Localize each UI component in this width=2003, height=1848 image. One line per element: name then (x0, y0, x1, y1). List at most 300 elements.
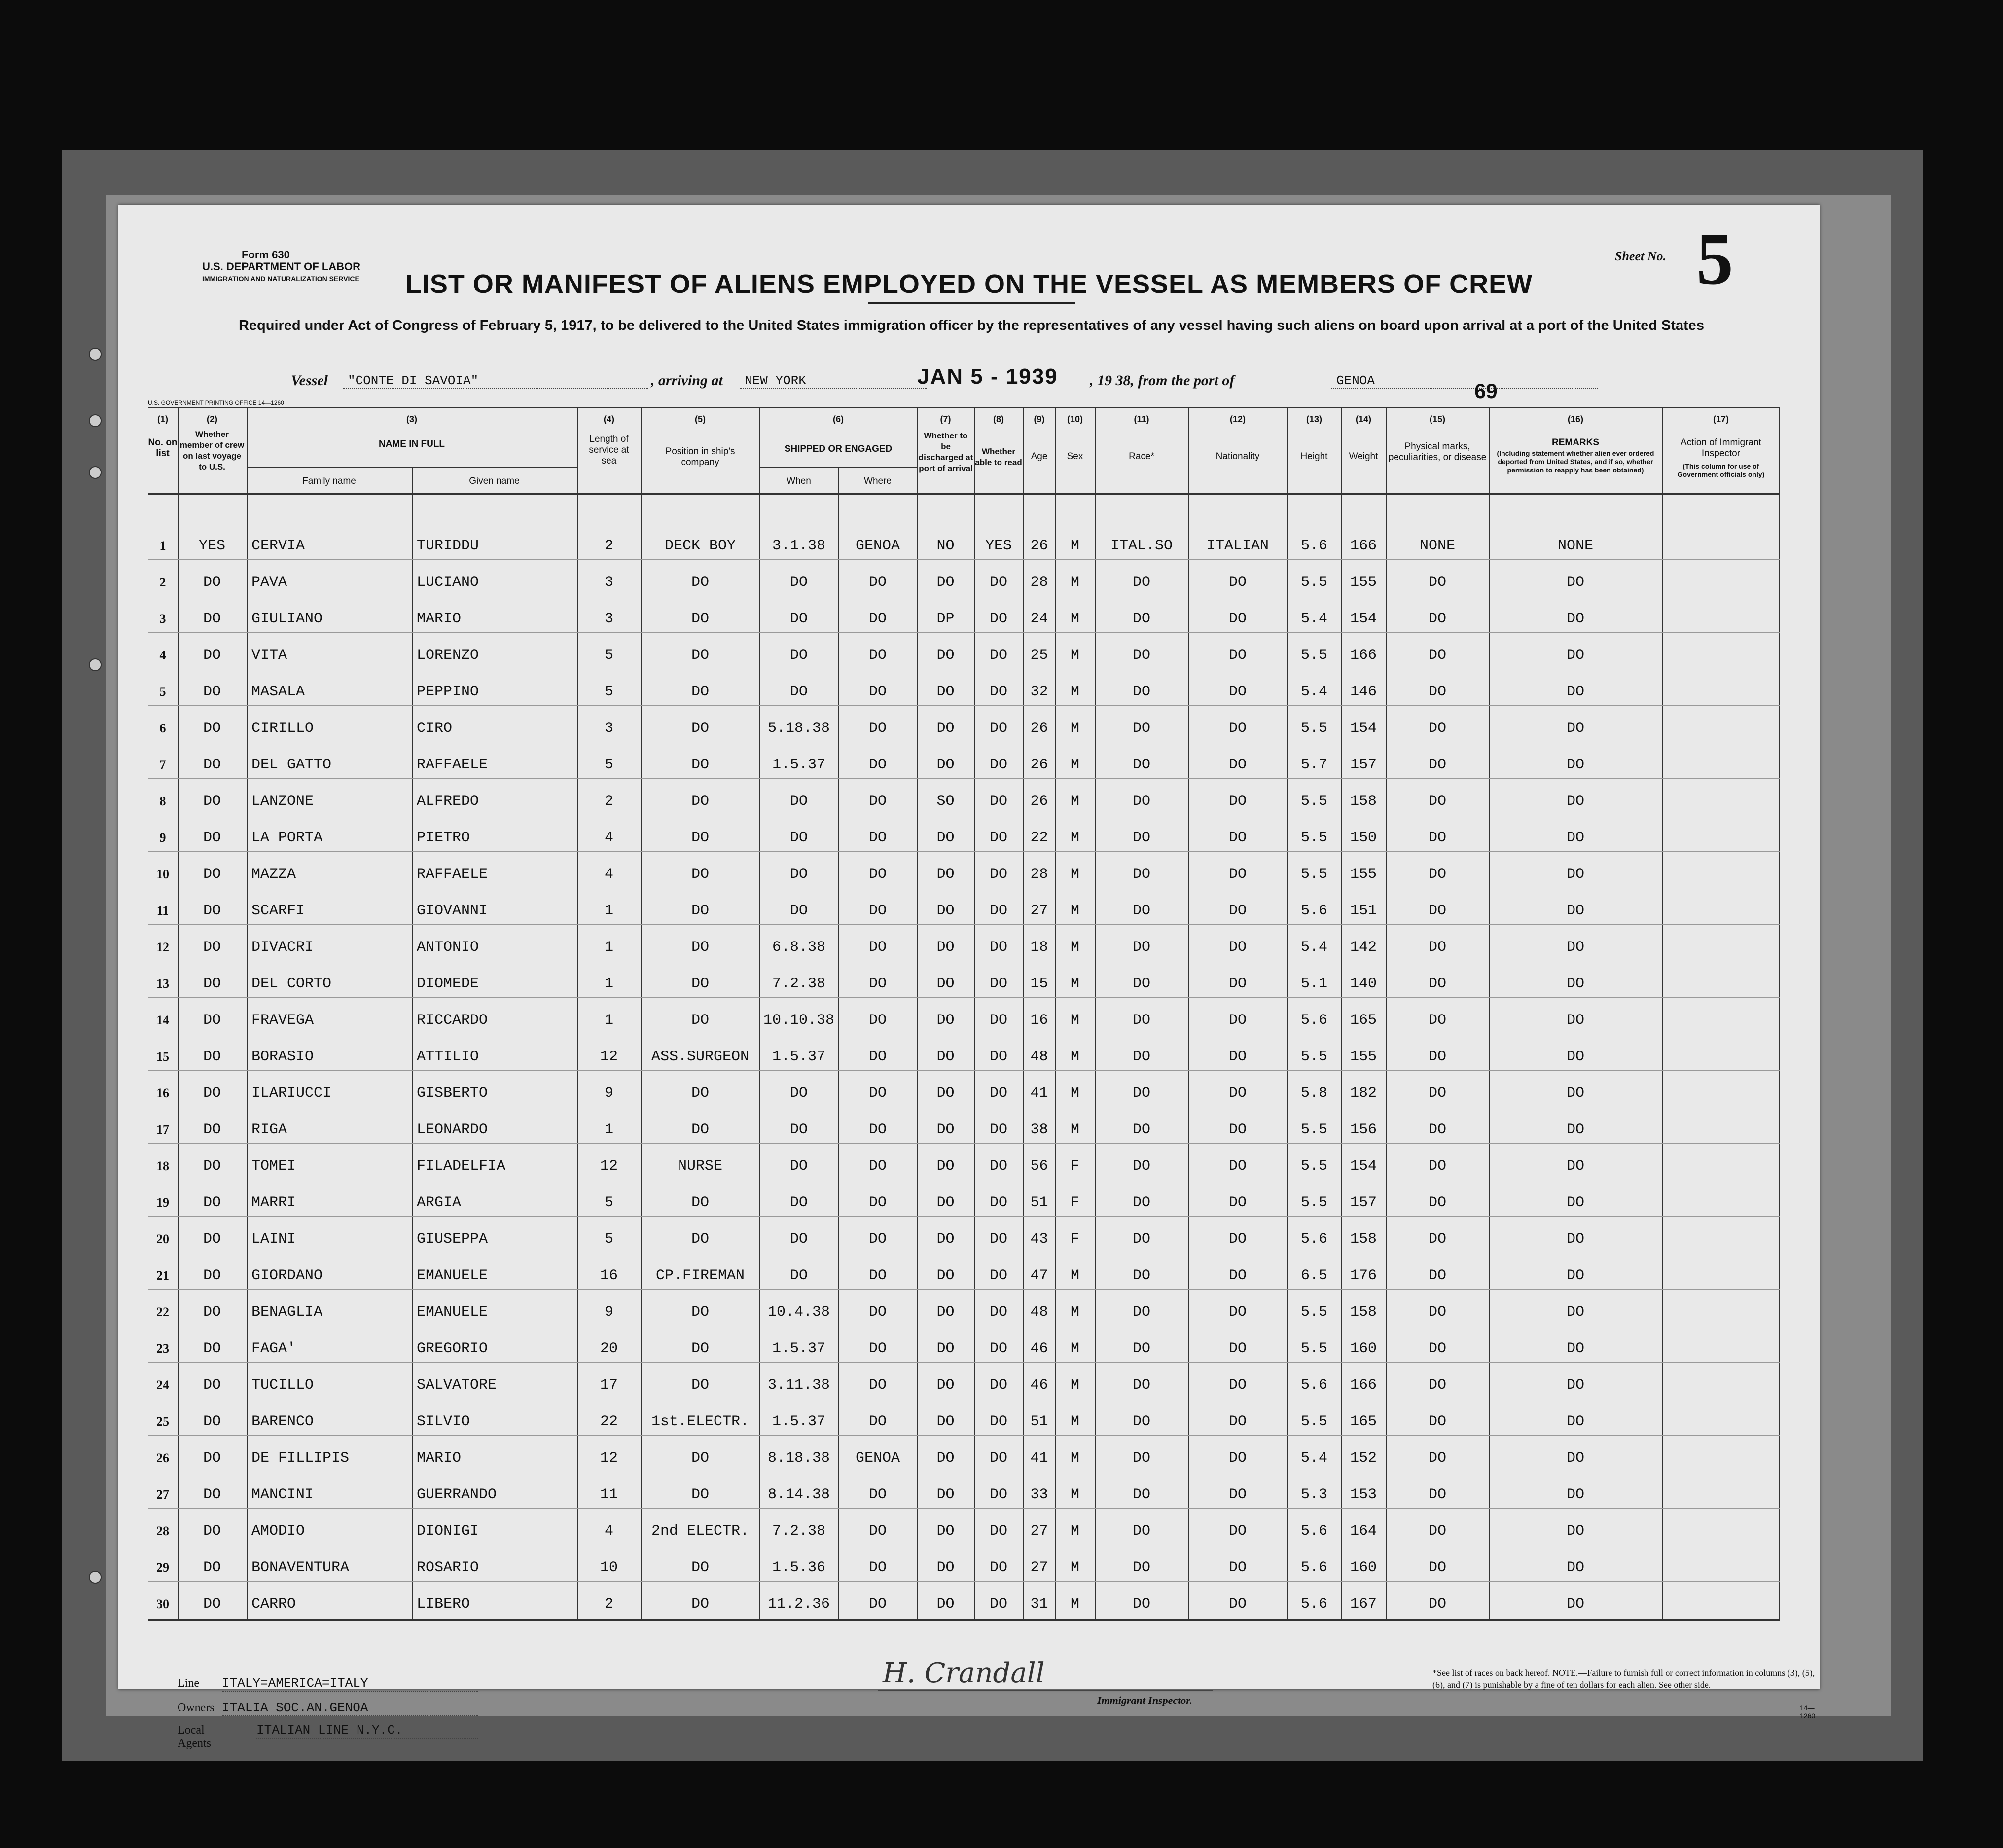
cell-service: 22 (600, 1413, 618, 1430)
row-rule (148, 632, 1780, 633)
header-given-name: Given name (469, 476, 520, 486)
cell-read: DO (989, 976, 1007, 992)
cell-remarks: DO (1566, 1122, 1584, 1138)
cell-when: DO (789, 684, 808, 700)
cell-when: DO (789, 647, 808, 664)
cell-no: 23 (156, 1341, 169, 1356)
cell-weight: 158 (1350, 1231, 1377, 1248)
cell-race: DO (1132, 1231, 1150, 1248)
cell-discharge: DO (936, 1122, 955, 1138)
cell-last: DO (203, 903, 221, 919)
cell-position: DO (691, 1122, 709, 1138)
cell-discharge: DO (936, 1231, 955, 1248)
cell-family: ILARIUCCI (251, 1085, 332, 1102)
cell-sex: M (1070, 647, 1079, 664)
cell-last: DO (203, 1085, 221, 1102)
header-height: Height (1300, 451, 1328, 462)
cell-race: DO (1132, 647, 1150, 664)
cell-nationality: DO (1228, 1486, 1247, 1503)
row-rule (148, 559, 1780, 560)
cell-family: CARRO (251, 1596, 296, 1613)
owners-value: ITALIA SOC.AN.GENOA (222, 1701, 478, 1716)
cell-sex: M (1070, 1413, 1079, 1430)
cell-family: BENAGLIA (251, 1304, 323, 1321)
cell-sex: M (1070, 1486, 1079, 1503)
colnum-14: (14) (1355, 414, 1371, 424)
cell-family: LAINI (251, 1231, 296, 1248)
cell-race: DO (1132, 1049, 1150, 1065)
cell-family: DEL GATTO (251, 757, 332, 773)
cell-remarks: DO (1566, 793, 1584, 810)
cell-height: 5.6 (1300, 538, 1327, 554)
cell-last: DO (203, 1377, 221, 1394)
cell-marks: DO (1428, 684, 1446, 700)
cell-service: 5 (604, 647, 613, 664)
header-inspector-action: Action of Immigrant Inspector (1681, 437, 1761, 459)
cell-weight: 146 (1350, 684, 1377, 700)
cell-no: 20 (156, 1232, 169, 1246)
colnum-11: (11) (1134, 414, 1149, 424)
cell-when: 1.5.37 (772, 1049, 826, 1065)
cell-family: DEL CORTO (251, 976, 332, 992)
cell-discharge: DO (936, 1012, 955, 1029)
header-last-voyage: Whether member of crew on last voyage to U.S. (179, 430, 245, 471)
header-no-on-list: No. on list (148, 437, 178, 459)
cell-marks: DO (1428, 1158, 1446, 1175)
cell-where: DO (868, 1377, 887, 1394)
cell-marks: DO (1428, 1413, 1446, 1430)
cell-height: 5.5 (1300, 1158, 1327, 1175)
cell-family: TOMEI (251, 1158, 296, 1175)
cell-nationality: DO (1228, 1304, 1247, 1321)
cell-position: DO (691, 1231, 709, 1248)
cell-marks: DO (1428, 976, 1446, 992)
cell-position: DO (691, 574, 709, 591)
cell-when: 1.5.37 (772, 1341, 826, 1357)
cell-height: 6.5 (1300, 1268, 1327, 1284)
cell-discharge: DO (936, 1085, 955, 1102)
header-race: Race* (1129, 451, 1154, 462)
cell-position: DO (691, 1450, 709, 1467)
cell-height: 5.4 (1300, 611, 1327, 627)
cell-family: MARRI (251, 1195, 296, 1211)
cell-age: 25 (1030, 647, 1048, 664)
cell-no: 14 (156, 1013, 169, 1027)
cell-read: DO (989, 1486, 1007, 1503)
cell-family: CERVIA (251, 538, 305, 554)
cell-position: 2nd ELECTR. (651, 1523, 750, 1540)
cell-age: 27 (1030, 1559, 1048, 1576)
cell-no: 7 (159, 758, 166, 772)
cell-sex: M (1070, 1450, 1079, 1467)
cell-marks: DO (1428, 647, 1446, 664)
cell-last: DO (203, 1122, 221, 1138)
cell-sex: M (1070, 976, 1079, 992)
cell-race: DO (1132, 903, 1150, 919)
cell-family: RIGA (251, 1122, 287, 1138)
cell-remarks: DO (1566, 1158, 1584, 1175)
cell-marks: DO (1428, 1450, 1446, 1467)
cell-weight: 176 (1350, 1268, 1377, 1284)
cell-read: DO (989, 1231, 1007, 1248)
cell-discharge: DO (936, 1413, 955, 1430)
cell-where: DO (868, 1341, 887, 1357)
cell-remarks: DO (1566, 1450, 1584, 1467)
cell-discharge: DO (936, 939, 955, 956)
cell-remarks: NONE (1557, 538, 1593, 554)
cell-last: DO (203, 939, 221, 956)
cell-discharge: DO (936, 1523, 955, 1540)
cell-race: DO (1132, 574, 1150, 591)
form-code: 14—1260 (1800, 1704, 1816, 1720)
cell-position: DO (691, 1559, 709, 1576)
cell-sex: M (1070, 939, 1079, 956)
inspector-label: Immigrant Inspector. (1097, 1694, 1193, 1706)
header-remarks: REMARKS (1551, 437, 1600, 448)
cell-race: DO (1132, 1012, 1150, 1029)
cell-read: DO (989, 1413, 1007, 1430)
cell-discharge: DO (936, 647, 955, 664)
cell-remarks: DO (1566, 1596, 1584, 1613)
cell-when: DO (789, 793, 808, 810)
cell-when: 8.14.38 (767, 1486, 830, 1503)
cell-marks: DO (1428, 611, 1446, 627)
cell-family: BONAVENTURA (251, 1559, 350, 1576)
cell-race: DO (1132, 611, 1150, 627)
cell-race: DO (1132, 939, 1150, 956)
cell-service: 3 (604, 574, 613, 591)
cell-when: DO (789, 1085, 808, 1102)
page-title: LIST OR MANIFEST OF ALIENS EMPLOYED ON THE VESSEL AS MEMBERS OF CREW (405, 269, 1533, 299)
cell-given: SALVATORE (417, 1377, 497, 1394)
cell-weight: 155 (1350, 1049, 1377, 1065)
cell-given: TURIDDU (417, 538, 479, 554)
cell-sex: M (1070, 1523, 1079, 1540)
binder-hole (89, 348, 102, 361)
cell-weight: 154 (1350, 1158, 1377, 1175)
cell-age: 51 (1030, 1413, 1048, 1430)
cell-no: 29 (156, 1560, 169, 1575)
cell-read: DO (989, 1559, 1007, 1576)
cell-weight: 166 (1350, 538, 1377, 554)
cell-service: 11 (600, 1486, 618, 1503)
cell-last: DO (203, 1341, 221, 1357)
cell-given: DIONIGI (417, 1523, 479, 1540)
cell-given: ANTONIO (417, 939, 479, 956)
cell-position: DO (691, 1596, 709, 1613)
sheet-number-label: Sheet No. (1615, 249, 1666, 263)
cell-family: GIULIANO (251, 611, 323, 627)
cell-weight: 182 (1350, 1085, 1377, 1102)
cell-position: DO (691, 647, 709, 664)
cell-age: 18 (1030, 939, 1048, 956)
cell-race: DO (1132, 1486, 1150, 1503)
cell-read: DO (989, 1377, 1007, 1394)
cell-last: DO (203, 1596, 221, 1613)
arrival-date-stamp: JAN 5 - 1939 (917, 364, 1058, 389)
cell-read: DO (989, 866, 1007, 883)
cell-remarks: DO (1566, 939, 1584, 956)
cell-read: DO (989, 574, 1007, 591)
cell-age: 31 (1030, 1596, 1048, 1613)
handwritten-number: 69 (1474, 379, 1498, 402)
cell-sex: M (1070, 1122, 1079, 1138)
cell-when: DO (789, 903, 808, 919)
cell-discharge: DO (936, 720, 955, 737)
printing-office: U.S. GOVERNMENT PRINTING OFFICE 14—1260 (148, 399, 284, 406)
cell-marks: DO (1428, 1231, 1446, 1248)
cell-where: DO (868, 574, 887, 591)
cell-nationality: DO (1228, 1523, 1247, 1540)
cell-where: GENOA (855, 538, 900, 554)
cell-height: 5.7 (1300, 757, 1327, 773)
cell-race: DO (1132, 976, 1150, 992)
header-position: Position in ship's company (665, 446, 735, 468)
cell-last: DO (203, 1158, 221, 1175)
cell-discharge: DO (936, 1158, 955, 1175)
cell-no: 24 (156, 1378, 169, 1392)
header-length-of-service: Length of service at sea (589, 434, 629, 466)
cell-service: 5 (604, 757, 613, 773)
cell-height: 5.6 (1300, 1377, 1327, 1394)
cell-discharge: DO (936, 1377, 955, 1394)
cell-read: DO (989, 830, 1007, 846)
cell-given: EMANUELE (417, 1268, 488, 1284)
header-remarks-note: (Including statement whether alien ever ordered deported from United States, and if so, whether permission to reapply has been obtained) (1497, 449, 1654, 474)
table-top-rule (148, 407, 1780, 408)
cell-marks: DO (1428, 1559, 1446, 1576)
signature-line (878, 1690, 1213, 1691)
cell-read: DO (989, 1341, 1007, 1357)
cell-when: 3.11.38 (767, 1377, 830, 1394)
cell-discharge: DO (936, 1486, 955, 1503)
cell-when: 7.2.38 (772, 976, 826, 992)
cell-no: 19 (156, 1196, 169, 1210)
cell-sex: F (1070, 1158, 1079, 1175)
cell-where: DO (868, 793, 887, 810)
cell-remarks: DO (1566, 976, 1584, 992)
cell-age: 33 (1030, 1486, 1048, 1503)
row-rule (148, 1508, 1780, 1509)
agents-label: Local Agents (178, 1724, 211, 1750)
cell-nationality: DO (1228, 1559, 1247, 1576)
cell-service: 5 (604, 1195, 613, 1211)
cell-service: 2 (604, 1596, 613, 1613)
cell-nationality: DO (1228, 903, 1247, 919)
cell-last: DO (203, 1195, 221, 1211)
cell-family: SCARFI (251, 903, 305, 919)
row-rule (148, 924, 1780, 925)
cell-where: DO (868, 611, 887, 627)
cell-where: DO (868, 1231, 887, 1248)
cell-height: 5.5 (1300, 830, 1327, 846)
cell-no: 27 (156, 1487, 169, 1502)
cell-weight: 166 (1350, 647, 1377, 664)
cell-position: DO (691, 1304, 709, 1321)
cell-family: MANCINI (251, 1486, 314, 1503)
cell-age: 43 (1030, 1231, 1048, 1248)
arriving-label: , arriving at (651, 372, 723, 389)
cell-where: DO (868, 1523, 887, 1540)
cell-service: 12 (600, 1049, 618, 1065)
cell-race: DO (1132, 720, 1150, 737)
cell-where: DO (868, 1012, 887, 1029)
cell-position: NURSE (678, 1158, 722, 1175)
colnum-1: (1) (157, 414, 168, 424)
cell-read: DO (989, 720, 1007, 737)
cell-marks: DO (1428, 1049, 1446, 1065)
cell-service: 17 (600, 1377, 618, 1394)
cell-remarks: DO (1566, 1413, 1584, 1430)
colnum-5: (5) (695, 414, 706, 424)
cell-no: 15 (156, 1050, 169, 1064)
cell-discharge: DO (936, 574, 955, 591)
cell-sex: M (1070, 866, 1079, 883)
from-port: GENOA (1331, 373, 1598, 389)
cell-no: 1 (159, 539, 166, 553)
cell-age: 27 (1030, 1523, 1048, 1540)
crew-table (148, 407, 1780, 1620)
cell-last: DO (203, 866, 221, 883)
cell-service: 1 (604, 939, 613, 956)
cell-race: DO (1132, 1377, 1150, 1394)
cell-given: SILVIO (417, 1413, 470, 1430)
cell-height: 5.6 (1300, 903, 1327, 919)
cell-marks: DO (1428, 1195, 1446, 1211)
cell-last: DO (203, 1012, 221, 1029)
cell-marks: DO (1428, 1268, 1446, 1284)
cell-age: 32 (1030, 684, 1048, 700)
colnum-4: (4) (604, 414, 614, 424)
colnum-12: (12) (1229, 414, 1246, 424)
cell-discharge: DO (936, 1450, 955, 1467)
binder-hole (89, 466, 102, 479)
cell-read: DO (989, 1049, 1007, 1065)
cell-when: DO (789, 574, 808, 591)
cell-family: MASALA (251, 684, 305, 700)
header-able-to-read: Whether able to read (975, 447, 1022, 467)
cell-where: DO (868, 720, 887, 737)
header-inspector-note: (This column for use of Government officials only) (1677, 462, 1765, 478)
cell-service: 4 (604, 1523, 613, 1540)
cell-no: 28 (156, 1524, 169, 1538)
cell-position: DO (691, 939, 709, 956)
cell-read: DO (989, 684, 1007, 700)
cell-position: DO (691, 1012, 709, 1029)
cell-no: 25 (156, 1414, 169, 1429)
cell-when: DO (789, 1195, 808, 1211)
cell-given: ARGIA (417, 1195, 462, 1211)
cell-remarks: DO (1566, 1231, 1584, 1248)
cell-remarks: DO (1566, 574, 1584, 591)
cell-age: 26 (1030, 793, 1048, 810)
cell-weight: 156 (1350, 1122, 1377, 1138)
cell-family: PAVA (251, 574, 287, 591)
cell-no: 5 (159, 685, 166, 699)
cell-marks: DO (1428, 1304, 1446, 1321)
cell-where: DO (868, 1085, 887, 1102)
cell-sex: M (1070, 1085, 1079, 1102)
cell-when: 5.18.38 (767, 720, 830, 737)
header-discharged: Whether to be discharged at port of arrival (918, 431, 973, 473)
row-rule (148, 1143, 1780, 1144)
cell-position: DO (691, 1341, 709, 1357)
cell-when: 7.2.38 (772, 1523, 826, 1540)
cell-where: DO (868, 976, 887, 992)
cell-sex: M (1070, 1341, 1079, 1357)
header-where: Where (864, 476, 892, 486)
cell-height: 5.5 (1300, 793, 1327, 810)
colnum-10: (10) (1067, 414, 1083, 424)
header-name-in-full: NAME IN FULL (378, 439, 445, 449)
cell-family: CIRILLO (251, 720, 314, 737)
cell-when: DO (789, 866, 808, 883)
cell-height: 5.1 (1300, 976, 1327, 992)
cell-marks: DO (1428, 1012, 1446, 1029)
cell-position: DO (691, 611, 709, 627)
colnum-2: (2) (207, 414, 217, 424)
cell-given: GREGORIO (417, 1341, 488, 1357)
cell-service: 9 (604, 1304, 613, 1321)
cell-race: DO (1132, 684, 1150, 700)
cell-position: DO (691, 866, 709, 883)
cell-age: 15 (1030, 976, 1048, 992)
form-number: Form 630 (242, 249, 290, 261)
cell-discharge: DO (936, 1195, 955, 1211)
cell-remarks: DO (1566, 1049, 1584, 1065)
cell-remarks: DO (1566, 1012, 1584, 1029)
cell-given: LUCIANO (417, 574, 479, 591)
cell-remarks: DO (1566, 1559, 1584, 1576)
year-label: , 19 38, from the port of (1090, 372, 1235, 389)
cell-position: DECK BOY (664, 538, 736, 554)
header-sex: Sex (1067, 451, 1083, 462)
cell-weight: 140 (1350, 976, 1377, 992)
cell-given: MARIO (417, 1450, 462, 1467)
cell-remarks: DO (1566, 1195, 1584, 1211)
cell-given: GUERRANDO (417, 1486, 497, 1503)
cell-last: DO (203, 1268, 221, 1284)
cell-position: DO (691, 1486, 709, 1503)
cell-service: 10 (600, 1559, 618, 1576)
cell-discharge: DO (936, 866, 955, 883)
cell-given: LIBERO (417, 1596, 470, 1613)
cell-no: 10 (156, 867, 169, 881)
cell-age: 22 (1030, 830, 1048, 846)
cell-weight: 157 (1350, 1195, 1377, 1211)
cell-read: DO (989, 1450, 1007, 1467)
cell-race: DO (1132, 1304, 1150, 1321)
cell-no: 6 (159, 721, 166, 735)
cell-given: MARIO (417, 611, 462, 627)
header-family-name: Family name (302, 476, 356, 486)
cell-discharge: DO (936, 1268, 955, 1284)
cell-position: DO (691, 976, 709, 992)
cell-nationality: ITALIAN (1206, 538, 1269, 554)
cell-last: DO (203, 1523, 221, 1540)
cell-weight: 142 (1350, 939, 1377, 956)
cell-last: DO (203, 1049, 221, 1065)
cell-service: 1 (604, 1122, 613, 1138)
cell-discharge: DP (936, 611, 955, 627)
cell-age: 27 (1030, 903, 1048, 919)
cell-last: DO (203, 1450, 221, 1467)
cell-read: DO (989, 1195, 1007, 1211)
cell-sex: M (1070, 720, 1079, 737)
cell-discharge: NO (936, 538, 955, 554)
cell-given: LEONARDO (417, 1122, 488, 1138)
cell-where: DO (868, 1158, 887, 1175)
